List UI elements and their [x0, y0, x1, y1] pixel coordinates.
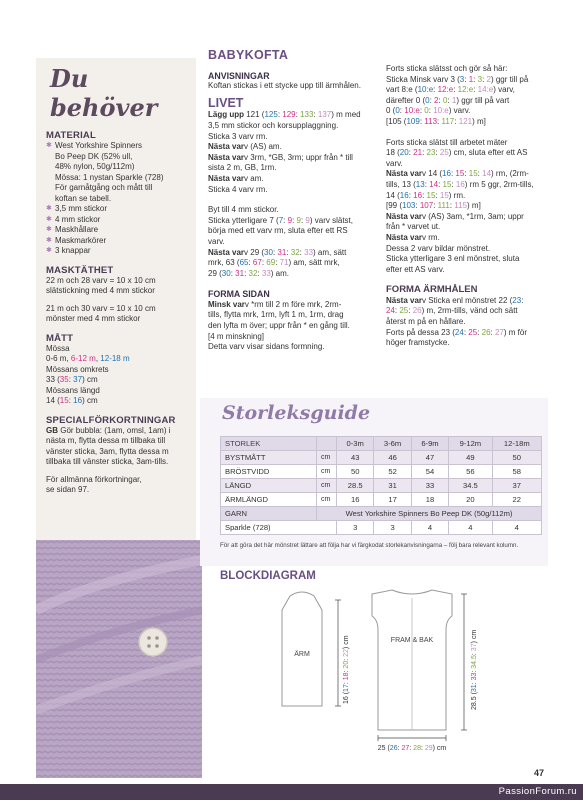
size-text: 0-6 m, 6-12 m, 12-18 m — [46, 354, 130, 363]
cell: 50 — [492, 451, 541, 465]
material-item: ✱ West Yorkshire Spinners — [46, 141, 186, 152]
forma-sidan-heading: FORMA SIDAN — [208, 289, 270, 300]
livet-text: Lägg upp 121 (125: 129: 133: 137) m med — [208, 110, 361, 120]
knit-texture-image — [36, 540, 202, 778]
instr-text: Koftan stickas i ett stycke upp till ärmhålen. — [208, 81, 361, 91]
cont-text: 14 (16: 16: 15: 15) rm. — [386, 190, 466, 200]
cell: 34.5 — [449, 479, 492, 493]
cont-text: Forts sticka slätst till arbetet mäter — [386, 137, 508, 147]
livet-text: Nästa varv 29 (30: 31: 32: 33) am, sätt — [208, 247, 347, 257]
header-cell: 3-6m — [374, 437, 411, 451]
pattern-title: BABYKOFTA — [208, 48, 289, 62]
material-item-line: För garnåtgång och mått till — [55, 183, 153, 192]
yarn-cell: West Yorkshire Spinners Bo Peep DK (50g/112m) — [317, 507, 542, 521]
material-heading: MATERIAL — [46, 130, 96, 141]
footer-watermark: PassionForum.ru — [498, 786, 577, 797]
pattern-column-3 — [386, 64, 546, 349]
table-row — [221, 451, 542, 465]
cont-text: Sticka ytterligare 3 enl mönstret, sluta — [386, 254, 520, 264]
abbr-text: nästa m, flytta dessa m tillbaka till — [46, 436, 166, 445]
cont-text: [105 (109: 113: 117: 121) m] — [386, 116, 486, 126]
table-row — [221, 521, 542, 535]
material-item-line: Bo Peep DK (52% ull, — [55, 151, 133, 161]
blockdiagram-heading: BLOCKDIAGRAM — [220, 570, 316, 582]
material-item-line: koftan se tabell. — [55, 193, 112, 203]
size-text: Mössans omkrets — [46, 364, 109, 374]
cell: 47 — [411, 451, 448, 465]
cell: 3 — [374, 521, 411, 535]
livet-text: Nästa varv 3rm, *GB, 3rm; uppr från * till — [208, 152, 353, 162]
cont-text: 0 (0: 10:e: 0: 10:e) varv. — [386, 106, 471, 116]
table-row — [221, 465, 542, 479]
cell: 4 — [449, 521, 492, 535]
general-abbr-note: se sidan 97. — [46, 485, 90, 494]
material-item: ✱ 4 mm stickor — [46, 215, 186, 226]
cell: 43 — [337, 451, 374, 465]
knit-closeup-photo — [36, 540, 202, 778]
material-item: ✱ Maskmarkörer — [46, 236, 186, 247]
body-dimension-label: 28.5 (31: 33: 34.5: 37) cm — [471, 629, 478, 710]
cell: 28.5 — [337, 479, 374, 493]
gauge-text: 22 m och 28 varv = 10 x 10 cm — [46, 275, 156, 285]
row-unit: cm — [317, 493, 337, 507]
abbr-text: vänster sticka, 3am, flytta dessa m — [46, 446, 169, 456]
livet-text: Sticka 4 varv rm. — [208, 184, 268, 194]
cell: 3 — [337, 521, 374, 535]
cont-text: Sticka Minsk varv 3 (3: 1: 3: 2) ggr till på — [386, 74, 529, 84]
material-list — [46, 141, 186, 257]
size-text: 33 (35: 37) cm — [46, 375, 98, 384]
cont-text: Dessa 2 varv bildar mönstret. — [386, 243, 491, 253]
page-number: 47 — [534, 768, 545, 778]
size-text: 14 (15: 16) cm — [46, 396, 98, 405]
size-guide-title: Storleksguide — [222, 402, 371, 424]
livet-text: Nästa varv (AS) am. — [208, 142, 282, 152]
size-table-header — [221, 437, 542, 451]
livet-text: varv. — [208, 236, 225, 246]
general-abbr-note: För allmänna förkortningar, — [46, 474, 142, 484]
cell: 31 — [374, 479, 411, 493]
gauge-text: mönster med 4 mm stickor — [46, 314, 141, 323]
row-unit: cm — [317, 479, 337, 493]
header-cell: 9-12m — [449, 437, 492, 451]
row-label: BYSTMÅTT — [221, 451, 317, 465]
row-label: GARN — [221, 507, 317, 521]
gauge-heading: MASKTÄTHET — [46, 264, 114, 276]
livet-text: 29 (30: 31: 32: 33) am. — [208, 268, 290, 278]
row-label: BRÖSTVIDD — [221, 465, 317, 479]
forma-armhalen-heading: FORMA ÄRMHÅLEN — [386, 284, 478, 296]
material-item-line: 48% nylon, 50g/112m) — [55, 162, 135, 171]
row-label: ÄRMLÄNGD — [221, 493, 317, 507]
pattern-column-2 — [208, 50, 372, 353]
materials-sidebar — [36, 58, 196, 540]
cell: 33 — [411, 479, 448, 493]
material-item: ✱ 3,5 mm stickor — [46, 204, 186, 215]
cont-text: Forts sticka slätsst och gör så här: — [386, 64, 508, 73]
cell: 22 — [492, 493, 541, 507]
arm-text: 24: 25: 26) m, 2rm-tills, vänd och sätt — [386, 306, 518, 316]
row-label: LÄNGD — [221, 479, 317, 493]
table-row — [221, 479, 542, 493]
cell: 54 — [411, 465, 448, 479]
sleeve-dimension-label: 16 (17: 18: 20: 22) cm — [343, 635, 350, 704]
size-table — [220, 436, 542, 535]
cont-text: Nästa varv (AS) 3am, *1rm, 3am; uppr — [386, 211, 524, 221]
gauge-text: slätstickning med 4 mm stickor — [46, 286, 155, 295]
cont-text: vart 8:e (10:e: 12:e: 12:e: 14:e) varv, — [386, 85, 515, 95]
header-cell: 0-3m — [337, 437, 374, 451]
livet-text: sista 2 m, GB, 1rm. — [208, 163, 277, 173]
material-item: ✱ 3 knappar — [46, 246, 186, 257]
cell: 17 — [374, 493, 411, 507]
cont-text: [99 (103: 107: 111: 115) m] — [386, 201, 481, 211]
forma-text: Detta varv visar sidans formning. — [208, 342, 325, 352]
livet-text: mrk, 63 (65: 67: 69: 71) am, sätt mrk, — [208, 258, 340, 268]
cell: 56 — [449, 465, 492, 479]
footer-bar — [0, 784, 583, 800]
forma-text: Minsk varv *rm till 2 m före mrk, 2rm- — [208, 299, 342, 309]
cont-text: därefter 0 (0: 2: 0: 1) ggr till på vart — [386, 95, 510, 105]
row-unit: cm — [317, 465, 337, 479]
row-label: Sparkle (728) — [221, 521, 337, 535]
cell: 58 — [492, 465, 541, 479]
livet-text: Sticka ytterligare 7 (7: 9: 9: 9) varv slätst, — [208, 215, 353, 225]
arm-text: återst m på en hållare. — [386, 317, 466, 327]
forma-text: [4 m minskning] — [208, 331, 265, 341]
cell: 49 — [449, 451, 492, 465]
abbr-text: GB Gör bubbla: (1am, omsl, 1am) i — [46, 425, 171, 435]
cell: 37 — [492, 479, 541, 493]
livet-text: Byt till 4 mm stickor. — [208, 205, 279, 215]
sleeve-shape — [282, 592, 322, 706]
cell: 52 — [374, 465, 411, 479]
cont-text: 18 (20: 21: 23: 25) cm, sluta efter ett AS — [386, 148, 528, 158]
header-cell: STORLEK — [221, 437, 317, 451]
cont-text: från * varvet ut. — [386, 222, 441, 232]
block-diagram — [264, 586, 544, 754]
cont-text: varv. — [386, 158, 403, 168]
cell: 16 — [337, 493, 374, 507]
arm-text: Forts på dessa 23 (24: 25: 26: 27) m för — [386, 327, 528, 337]
material-item-line: Mössa: 1 nystan Sparkle (728) — [55, 172, 164, 182]
body-label: FRAM & BAK — [390, 637, 434, 644]
forma-text: tills, flytta mrk, 1rm, lyft 1 m, 1rm, drag — [208, 310, 344, 320]
yarn-row — [221, 507, 542, 521]
cont-text: Nästa varv 14 (16: 15: 15: 14) rm, (2rm- — [386, 169, 529, 179]
gauge-text: 21 m och 30 varv = 10 x 10 cm — [46, 303, 156, 313]
size-heading: MÅTT — [46, 332, 74, 344]
abbr-text: tillbaka till vänster sticka, 3am-tills. — [46, 457, 169, 466]
size-text: Mössa — [46, 343, 70, 353]
cell: 18 — [411, 493, 448, 507]
livet-text: börja med ett varv rm, sluta efter ett RS — [208, 226, 348, 236]
cell: 50 — [337, 465, 374, 479]
cont-text: tills, 13 (13: 14: 15: 16) rm 5 ggr, 2rm-tills, — [386, 179, 534, 189]
cell: 4 — [411, 521, 448, 535]
size-text: Mössans längd — [46, 385, 100, 395]
livet-text: Sticka 3 varv rm. — [208, 131, 268, 141]
material-item: ✱ Maskhållare — [46, 225, 186, 236]
button-decor — [139, 628, 167, 656]
cont-text: Nästa varv rm. — [386, 232, 440, 242]
livet-heading: LIVET — [208, 95, 244, 110]
cell: 4 — [492, 521, 541, 535]
header-cell: 6-9m — [411, 437, 448, 451]
sidebar-title: Du behöver — [50, 64, 158, 122]
width-dimension-label: 25 (26: 27: 28: 29) cm — [377, 745, 447, 752]
header-cell: 12-18m — [492, 437, 541, 451]
livet-text: 3,5 mm stickor och korsupplaggning. — [208, 120, 339, 130]
header-cell — [317, 437, 337, 451]
cont-text: efter ett AS varv. — [386, 264, 445, 274]
livet-text: Nästa varv am. — [208, 173, 264, 183]
sleeve-label: ÄRM — [294, 651, 310, 658]
abbr-heading: SPECIALFÖRKORTNINGAR — [46, 414, 176, 426]
cell: 20 — [449, 493, 492, 507]
forma-text: den lyfta m över; uppr från * en gång till. — [208, 321, 350, 331]
size-note: För att göra det här mönstret lättare att följa har vi färgkodat storlekanvisningarna – följ bara relevant kolumn. — [220, 542, 519, 549]
instr-heading: ANVISNINGAR — [208, 70, 270, 81]
table-row — [221, 493, 542, 507]
arm-text: höger framstycke. — [386, 338, 450, 348]
row-unit: cm — [317, 451, 337, 465]
cell: 46 — [374, 451, 411, 465]
arm-text: Nästa varv Sticka enl mönstret 22 (23: — [386, 295, 524, 305]
